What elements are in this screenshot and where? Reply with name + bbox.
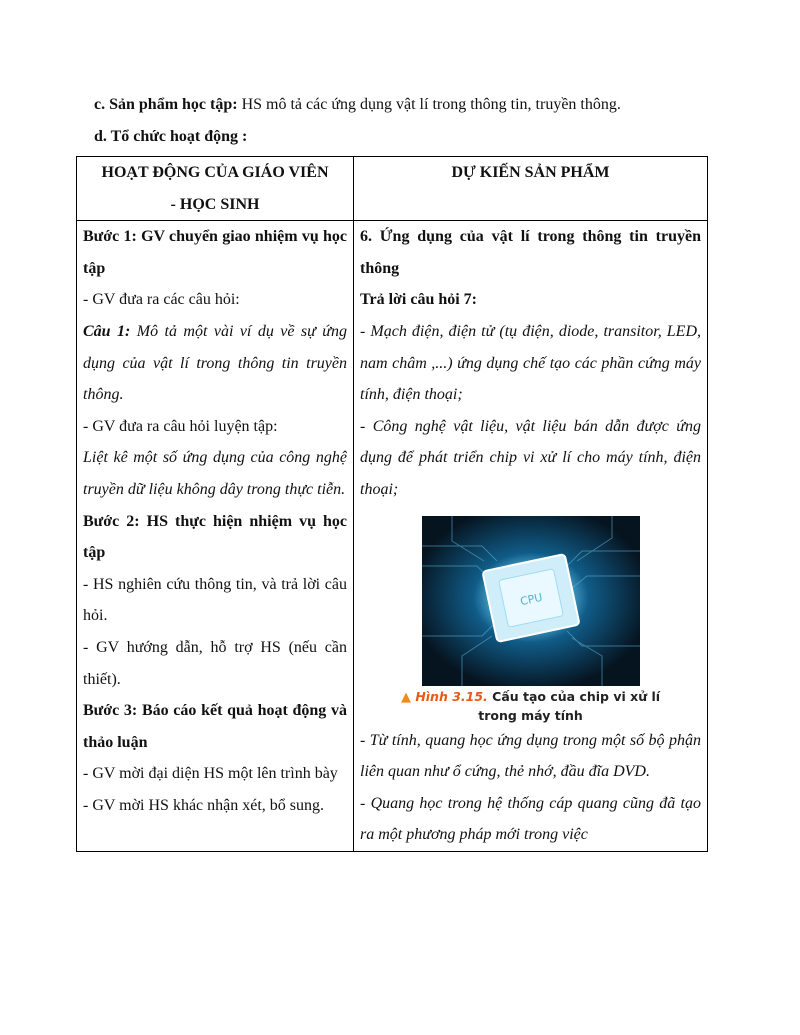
step2-title: Bước 2: HS thực hiện nhiệm vụ học tập bbox=[83, 512, 347, 562]
practice-text: Liệt kê một số ứng dụng của công nghệ truyền dữ liệu không dây trong thực tiễn. bbox=[83, 449, 347, 498]
section-c-line bbox=[94, 94, 621, 116]
header-expected-product: DỰ KIẾN SẢN PHẨM bbox=[354, 157, 708, 221]
answer-1: - Mạch điện, điện tử (tụ điện, diode, transitor, LED, nam châm ,...) ứng dụng chế tạo các phần cứng máy tính, điện thoại; bbox=[360, 322, 701, 404]
header-left-line-1: HOẠT ĐỘNG CỦA GIÁO VIÊN bbox=[101, 164, 329, 181]
answer-label: Trả lời câu hỏi 7: bbox=[360, 291, 478, 309]
step3-a: - GV mời đại diện HS một lên trình bày bbox=[83, 765, 338, 783]
step2-a: - HS nghiên cứu thông tin, và trả lời câu hỏi. bbox=[83, 575, 347, 625]
warning-triangle-icon: ▲ bbox=[400, 689, 411, 705]
right-cell bbox=[354, 221, 708, 852]
figure-caption-text: Cấu tạo của chip vi xử lí bbox=[487, 688, 661, 704]
svg-text:CPU: CPU bbox=[518, 590, 544, 608]
answer-4: - Quang học trong hệ thống cáp quang cũng đã tạo ra một phương pháp mới trong việc bbox=[360, 794, 701, 844]
left-cell bbox=[77, 221, 354, 852]
question-1-label: Câu 1: bbox=[83, 322, 131, 340]
answer-3: - Từ tính, quang học ứng dụng trong một số bộ phận liên quan như ổ cứng, thẻ nhớ, đầu đĩa DVD. bbox=[360, 731, 701, 781]
header-teacher-student bbox=[77, 157, 354, 221]
step2-b: - GV hướng dẫn, hỗ trợ HS (nếu cần thiết). bbox=[83, 638, 347, 688]
answer-2: - Công nghệ vật liệu, vật liệu bán dẫn được ứng dụng để phát triển chip vi xử lí cho máy tính, điện thoại; bbox=[360, 417, 701, 498]
chip-figure bbox=[360, 506, 701, 725]
table-body-row bbox=[77, 221, 708, 852]
header-left-line-2: - HỌC SINH bbox=[170, 195, 260, 213]
section-c-label: c. Sản phẩm học tập: bbox=[94, 96, 238, 113]
section-d-line: d. Tổ chức hoạt động : bbox=[94, 128, 248, 145]
step3-title: Bước 3: Báo cáo kết quả hoạt động và thảo luận bbox=[83, 702, 347, 751]
question-1 bbox=[83, 316, 347, 411]
activity-table bbox=[76, 156, 708, 852]
cpu-chip-image bbox=[422, 516, 640, 686]
step3-b: - GV mời HS khác nhận xét, bổ sung. bbox=[83, 796, 325, 814]
figure-caption-line-2: trong máy tính bbox=[478, 707, 583, 723]
question-1-text: Mô tả một vài ví dụ về sự ứng dụng của vật lí trong thông tin truyền thông. bbox=[83, 322, 348, 404]
step1-title: Bước 1: GV chuyển giao nhiệm vụ học tập bbox=[83, 228, 347, 277]
gv-practice: - GV đưa ra câu hỏi luyện tập: bbox=[83, 417, 278, 435]
figure-caption bbox=[360, 688, 701, 725]
gv-questions: - GV đưa ra các câu hỏi: bbox=[83, 291, 240, 309]
section-c-text: HS mô tả các ứng dụng vật lí trong thông tin, truyền thông. bbox=[237, 96, 621, 113]
table-header-row bbox=[77, 157, 708, 221]
section-6-title: 6. Ứng dụng của vật lí trong thông tin truyền thông bbox=[360, 228, 701, 277]
figure-number: Hình 3.15. bbox=[415, 688, 488, 704]
